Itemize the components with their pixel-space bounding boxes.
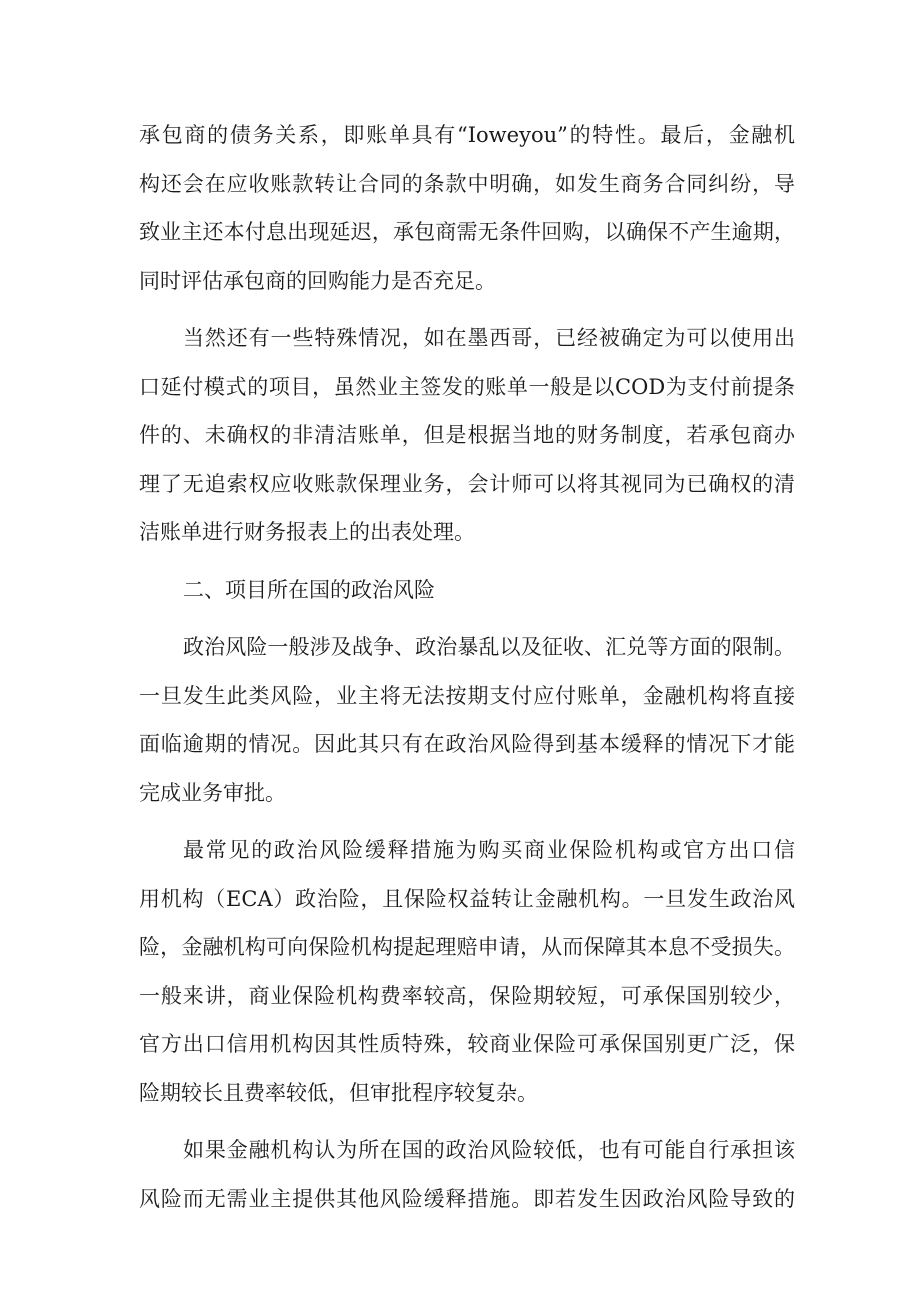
text-line: 承包商的债务关系，即账单具有“Ioweyou”的特性。最后，金融机 xyxy=(139,123,795,147)
text-line: 用机构（ECA）政治险，且保险权益转让金融机构。一旦发生政治风 xyxy=(139,886,795,911)
paragraph-continuation xyxy=(139,111,795,305)
heading-text: 二、项目所在国的政治风险 xyxy=(183,577,435,602)
text-line: 险期较长且费率较低，但审批程序较复杂。 xyxy=(139,1080,538,1105)
text-line: 当然还有一些特殊情况，如在墨西哥，已经被确定为可以使用出 xyxy=(183,326,795,350)
paragraph-mitigation-measures xyxy=(139,826,795,1117)
text-line: 构还会在应收账款转让合同的条款中明确，如发生商务合同纠纷，导 xyxy=(139,171,795,196)
text-line: 险，金融机构可向保险机构提起理赔申请，从而保障其本息不受损失。 xyxy=(139,935,795,959)
section-heading xyxy=(139,566,795,615)
paragraph-self-bear-risk xyxy=(139,1126,795,1223)
text-line: 官方出口信用机构因其性质特殊，较商业保险可承保国别更广泛，保 xyxy=(139,1032,795,1056)
document-body xyxy=(139,111,795,1223)
text-line: 件的、未确权的非清洁账单，但是根据当地的财务制度，若承包商办 xyxy=(139,423,795,447)
text-line: 洁账单进行财务报表上的出表处理。 xyxy=(139,520,475,544)
text-line: 一旦发生此类风险，业主将无法按期支付应付账单，金融机构将直接 xyxy=(139,683,795,708)
text-line: 如果金融机构认为所在国的政治风险较低，也有可能自行承担该 xyxy=(183,1138,795,1162)
text-line: 理了无追索权应收账款保理业务，会计师可以将其视同为已确权的清 xyxy=(139,471,795,496)
paragraph-mexico-case xyxy=(139,314,795,557)
text-line: 同时评估承包商的回购能力是否充足。 xyxy=(139,268,496,293)
paragraph-political-risk xyxy=(139,623,795,817)
text-line: 面临逾期的情况。因此其只有在政治风险得到基本缓释的情况下才能 xyxy=(139,732,795,756)
text-line: 口延付模式的项目，虽然业主签发的账单一般是以COD为支付前提条 xyxy=(139,374,795,399)
text-line: 完成业务审批。 xyxy=(139,780,286,805)
text-line: 一般来讲，商业保险机构费率较高，保险期较短，可承保国别较少， xyxy=(139,983,795,1008)
text-line: 致业主还本付息出现延迟，承包商需无条件回购，以确保不产生逾期， xyxy=(139,220,795,244)
text-line: 风险而无需业主提供其他风险缓释措施。即若发生因政治风险导致的 xyxy=(139,1186,795,1211)
text-line: 政治风险一般涉及战争、政治暴乱以及征收、汇兑等方面的限制。 xyxy=(183,635,795,659)
text-line: 最常见的政治风险缓释措施为购买商业保险机构或官方出口信 xyxy=(183,838,795,862)
